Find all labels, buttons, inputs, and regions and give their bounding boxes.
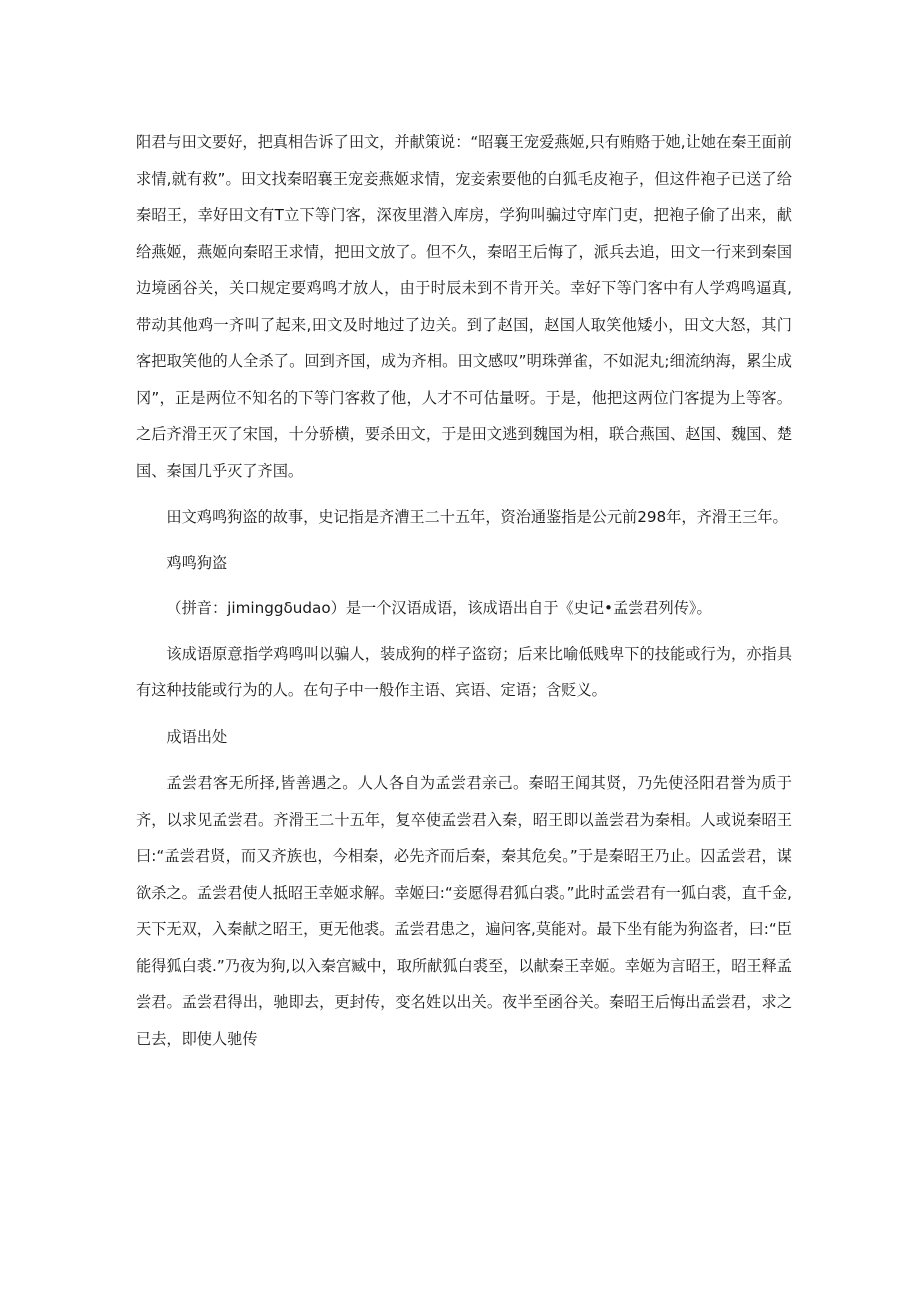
pinyin-paragraph: （拼音：jiminggδudao）是一个汉语成语，该成语出自于《史记•孟尝君列传》。 [166,599,712,617]
source-note-paragraph: 田文鸡鸣狗盗的故事，史记指是齐漕王二十五年，资治通鉴指是公元前298年，齐滑王三年。 [166,508,788,526]
meaning-paragraph: 该成语原意指学鸡鸣叫以骗人，装成狗的样子盗窃；后来比喻低贱卑下的技能或行为，亦指具有这种技能或行为的人。在句子中一般作主语、宾语、定语；含贬义。 [136,644,792,699]
document-body [136,124,792,1057]
origin-text-paragraph: 孟尝君客无所择,皆善遇之。人人各自为孟尝君亲己。秦昭王闻其贤，乃先使泾阳君誉为质于齐，以求见孟尝君。齐滑王二十五年，复卒使孟尝君入秦，昭王即以盖尝君为秦相。人或说秦昭王曰:“孟尝君贤，而又齐族也，今相秦，必先齐而后秦，秦其危矣。”于是秦昭王乃止。囚孟尝君，谋欲杀之。孟尝君使人抵昭王幸姬求解。幸姬曰:“妾愿得君狐白裘。”此时孟尝君有一狐白裘，直千金,天下无双，入秦献之昭王，更无他裘。孟尝君患之，遍问客,莫能对。最下坐有能为狗盗者，曰:“臣能得狐白裘.”乃夜为狗,以入秦宫臧中，取所献狐白裘至，以献秦王幸姬。幸姬为言昭王，昭王释孟尝君。孟尝君得出，驰即去，更封传，变名姓以出关。夜半至函谷关。秦昭王后悔出孟尝君，求之已去，即使人驰传 [136,774,792,1048]
story-paragraph: 阳君与田文要好，把真相告诉了田文，并献策说：“昭襄王宠爱燕姬,只有贿赂于她,让她在秦王面前求情,就有救”。田文找秦昭襄王宠妾燕姬求情，宠妾索要他的白狐毛皮袍子，但这件袍子已送了给秦昭王，幸好田文有T立下等门客，深夜里潜入库房，学狗叫骗过守库门吏，把袍子偷了出来，献给燕姬，燕姬向秦昭王求情，把田文放了。但不久，秦昭王后悔了，派兵去追，田文一行来到秦国边境函谷关，关口规定要鸡鸣才放人，由于时辰未到不肯开关。幸好下等门客中有人学鸡鸣逼真,带动其他鸡一齐叫了起来,田文及时地过了边关。到了赵国，赵国人取笑他矮小，田文大怒，其门客把取笑他的人全杀了。回到齐国，成为齐相。田文感叹”明珠弹雀，不如泥丸;细流纳海，累尘成冈”，正是两位不知名的下等门客救了他，人才不可估量呀。于是，他把这两位门客提为上等客。之后齐滑王灭了宋国，十分骄横，要杀田文，于是田文逃到魏国为相，联合燕国、赵国、魏国、楚国、秦国几乎灭了齐国。 [136,133,792,480]
origin-heading: 成语出处 [166,727,228,746]
idiom-heading: 鸡鸣狗盗 [166,553,228,572]
